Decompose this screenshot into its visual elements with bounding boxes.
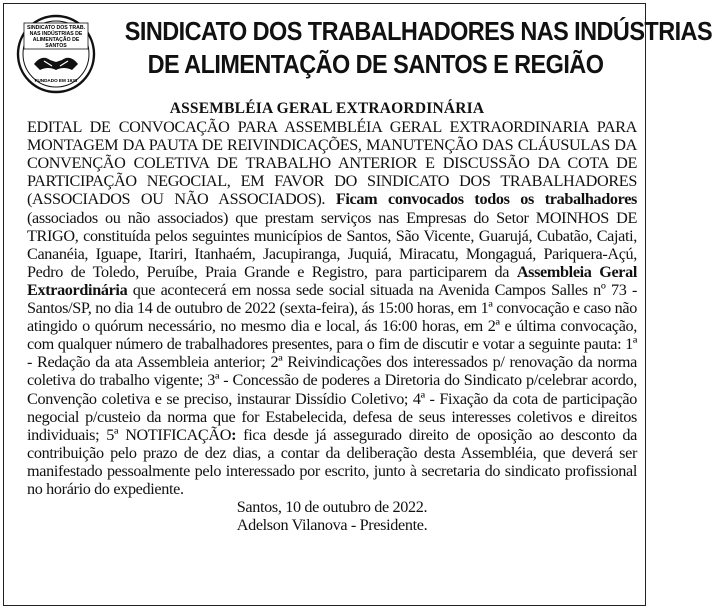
- svg-text:ALIMENTAÇÃO DE: ALIMENTAÇÃO DE: [32, 37, 80, 43]
- notice-scope: (associados ou não associados) que prestam serviços nas Empresas do Setor MOINHOS DE TRIGO, constituída pelos seguintes municípios de Santos, São Vicente, Guarujá, Cubatão, Cajati, Cananéia, Iguape, Itariri, Itanhaém, Jacupiranga, Juquiá, Miracatu, Mongaguá, Pariquera-Açú, Pedro de Toledo, Peruíbe, Praia Grande e Registro, para participarem da: [27, 208, 637, 281]
- notice-opposition: fica desde já assegurado direito de oposição ao desconto da contribuição pelo prazo de dez dias, a contar da deliberação desta Assembléia, que deverá ser manifestado pessoalmente pelo interessado por escrito, junto à secretaria do sindicato profissional no horário do expediente.: [27, 425, 637, 498]
- union-title: [124, 16, 712, 82]
- union-seal-logo: [16, 14, 96, 94]
- union-title-line1: SINDICATO DOS TRABALHADORES NAS INDÚSTRIAS: [124, 18, 712, 46]
- notice-colon: :: [231, 425, 237, 444]
- svg-text:SINDICATO DOS TRAB.: SINDICATO DOS TRAB.: [26, 25, 86, 31]
- svg-text:FUNDADO EM 1933: FUNDADO EM 1933: [34, 78, 78, 83]
- svg-text:SANTOS: SANTOS: [45, 43, 67, 49]
- notice-body: [27, 100, 637, 534]
- union-title-line2: DE ALIMENTAÇÃO DE SANTOS E REGIÃO: [147, 51, 604, 79]
- notice-intro: EDITAL DE CONVOCAÇÃO PARA ASSEMBLÉIA GERAL EXTRAORDINARIA PARA MONTAGEM DA PAUTA DE REIVINDICAÇÕES, MANUTENÇÃO DAS CLÁUSULAS DA CONVENÇÃO COLETIVA DE TRABALHO ANTERIOR E DISCUSSÃO DA COTA DE PARTICIPAÇÃO NEGOCIAL, EM FAVOR DO SINDICATO DOS TRABALHADORES (ASSOCIADOS OU NÃO ASSOCIADOS).: [27, 118, 637, 209]
- notice-heading: ASSEMBLÉIA GERAL EXTRAORDINÁRIA: [169, 100, 485, 117]
- notice-agenda: que acontecerá em nossa sede social situada na Avenida Campos Salles nº 73 - Santos/SP, no dia 14 de outubro de 2022 (sexta-feira), ás 15:00 horas, em 1ª convocação e caso não atingido o quórum necessário, no mesmo dia e local, ás 16:00 horas, em 2ª e última convocação, com qualquer número de trabalhadores presentes, para o fim de discutir e votar a seguinte pauta: 1ª - Redação da ata Assembleia anterior; 2ª Reivindicações dos interessados p/ renovação da norma coletiva do trabalho vigente; 3ª - Concessão de poderes a Diretoria do Sindicato p/celebrar acordo, Convenção coletiva e se preciso, instaurar Dissídio Coletivo; 4ª - Fixação da cota de participação negocial p/custeio da norma que for Estabelecida, defesa de seus interesses coletivos e direitos individuais; 5ª NOTIFICAÇÃO: [27, 280, 638, 444]
- notice-text: [27, 118, 637, 498]
- notice-convocation-bold: Ficam convocados todos os trabalhadores: [335, 190, 638, 209]
- svg-text:NAS INDÚSTRIAS DE: NAS INDÚSTRIAS DE: [29, 31, 83, 37]
- notice-date: Santos, 10 de outubro de 2022.: [236, 498, 428, 517]
- header: [8, 6, 712, 96]
- notice-assembly-bold: Assembleia Geral Extraordinária: [27, 262, 638, 299]
- notice-signature: Adelson Vilanova - Presidente.: [236, 516, 428, 535]
